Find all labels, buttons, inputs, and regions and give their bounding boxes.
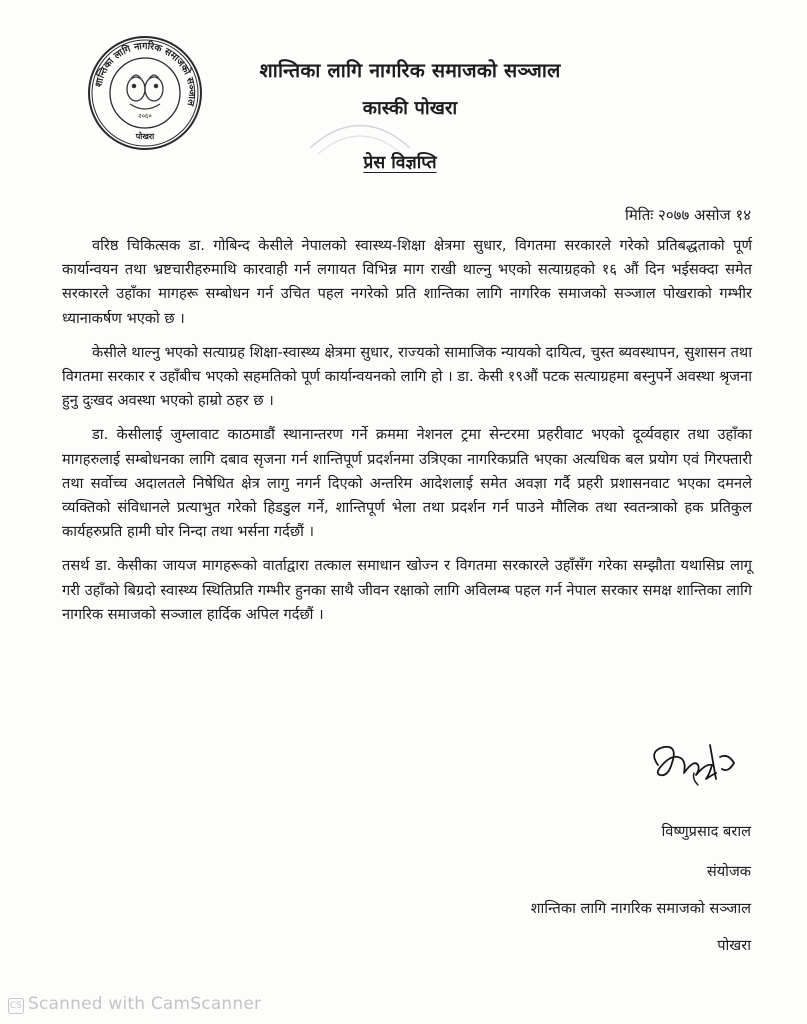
seal-emblem-icon [127, 75, 163, 109]
camscanner-text: Scanned with CamScanner [28, 994, 262, 1014]
camscanner-logo-icon: CS [8, 998, 24, 1014]
seal-year: २०६० [138, 112, 152, 120]
camscanner-watermark [8, 994, 261, 1014]
organization-seal [86, 34, 204, 152]
body-paragraph: डा. केसीलाई जुम्लावाट काठमाडौं स्थानान्तरण गर्ने क्रममा नेशनल ट्रमा सेन्टरमा प्रहरीवाट भएको दूर्व्यवहार तथा उहाँका मागहरुलाई सम्बोधनका लागि दबाव सृजना गर्न शान्तिपूर्ण प्रदर्शनमा उत्रिएका नागरिकप्रति भएका अत्यधिक बल प्रयोग एवं गिरफ्तारी तथा सर्वोच्च अदालतले निषेधित क्षेत्र लागु नगर्न दिएको अन्तरिम आदेशलाई समेत अवज्ञा गर्दै प्रहरी प्रशासनवाट भएका दमनले व्यक्तिको संविधानले प्रत्याभुत गरेको हिडडुल गर्ने, शान्तिपूर्ण भेला तथा प्रदर्शन गर्न पाउने मौलिक तथा स्वतन्त्राको हक प्रतिकुल कार्यहरुप्रति हामी घोर निन्दा तथा भर्सना गर्दछौं । [62, 426, 752, 541]
document-title: प्रेस विज्ञप्ति [363, 153, 437, 173]
body-paragraph: केसीले थाल्नु भएको सत्याग्रह शिक्षा-स्वास्थ्य क्षेत्रमा सुधार, राज्यको सामाजिक न्यायको दायित्व, चुस्त ब्यवस्थापन, सुशासन तथा विगतमा सरकार र उहाँबीच भएको सहमतिको पूर्ण कार्यान्वयनको लागि हो । डा. केसी १९औं पटक सत्याग्रहमा बस्नुपर्ने अवस्था श्रृजना हुनु दुःखद अवस्था भएको हाम्रो ठहर छ । [62, 343, 752, 410]
release-date: मितिः २०७७ असोज १४ [624, 206, 751, 224]
release-body [62, 234, 752, 637]
seal-ring-text: शान्तिका लागि नागरिक समाजको सञ्जाल [93, 40, 198, 107]
signatory-title: संयोजक [706, 863, 751, 880]
handwritten-signature [640, 735, 750, 795]
signatory-organization: शान्तिका लागि नागरिक समाजको सञ्जाल [530, 900, 751, 917]
signatory-name: विष्णुप्रसाद बराल [661, 823, 751, 840]
organization-place: कास्की पोखरा [362, 98, 458, 119]
faint-stamp-mark [300, 108, 420, 188]
body-paragraph: तसर्थ डा. केसीका जायज मागहरूको वार्ताद्वारा तत्काल समाधान खोज्न र विगतमा सरकारले उहाँसँग गरेका सम्झौता यथासिघ्र लागू गरी उहाँको बिग्रदो स्वास्थ्य स्थितिप्रति गम्भीर हुनका साथै जीवन रक्षाको लागि अविलम्ब पहल गर्न नेपाल सरकार समक्ष शान्तिका लागि नागरिक समाजको सञ्जाल हार्दिक अपिल गर्दछौं । [62, 557, 752, 623]
seal-bottom-text: पोखरा [135, 132, 155, 141]
body-paragraph: वरिष्ठ चिकित्सक डा. गोबिन्द केसीले नेपालको स्वास्थ्य-शिक्षा क्षेत्रमा सुधार, विगतमा सरकारले गरेको प्रतिबद्धताको पूर्ण कार्यान्वयन तथा भ्रष्टचारीहरुमाथि कारवाही गर्न लगायत विभिन्न माग राखी थाल्नु भएको सत्याग्रहको १६ औं दिन भईसक्दा समेत सरकारले उहाँका मागहरू सम्बोधन गर्न उचित पहल नगरेको प्रति शान्तिका लागि नागरिक समाजको सञ्जाल पोखराको गम्भीर ध्यानाकर्षण भएको छ । [62, 237, 753, 327]
signatory-city: पोखरा [717, 937, 751, 954]
organization-name: शान्तिका लागि नागरिक समाजको सञ्जाल [259, 59, 561, 82]
